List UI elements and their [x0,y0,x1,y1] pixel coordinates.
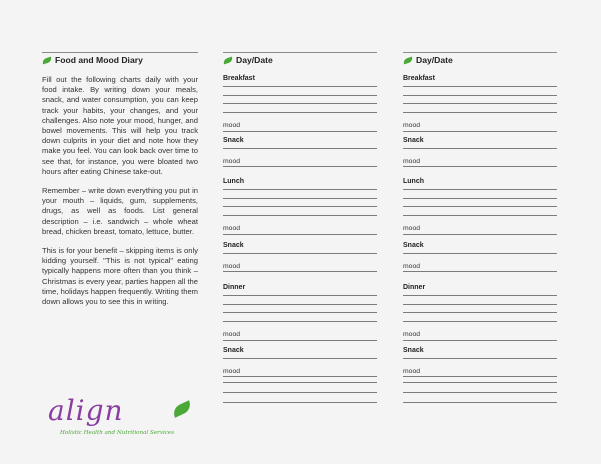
mood-line[interactable] [223,340,377,341]
write-line[interactable] [403,312,557,313]
mood-line[interactable] [403,131,557,132]
write-line[interactable] [223,392,377,393]
write-line[interactable] [403,253,557,254]
meal-label: Snack [223,137,244,144]
logo-tagline: Holistic Health and Nutritional Services [60,430,175,436]
intro-paragraph: This is for your benefit – skipping items is only kidding yourself. "This is not typical" eating typically happens more often than you think – Christmas is every year, parties happen all the time, holidays happen frequently. Writing them down allows you to see this in writing. [42,246,198,307]
meal-label: Lunch [223,178,244,185]
write-line[interactable] [223,198,377,199]
day-header [223,52,377,69]
write-line[interactable] [223,189,377,190]
leaf-icon [402,57,413,65]
write-line[interactable] [223,86,377,87]
align-logo [46,394,196,444]
leaf-icon [41,57,52,65]
mood-line[interactable] [403,234,557,235]
day-column-1 [223,52,377,375]
write-line[interactable] [223,358,377,359]
intro-paragraph: Fill out the following charts daily with your food intake. By writing down your meals, snack, and water consumption, you can keep track your habits, your changes, and your challenges. Also note your mood, hunger, and bowel movements. This will help you track down culprits in your diet and note how they make you feel. You can look back over time to see that, for instance, you were bloated two hours after eating Chinese take-out. [42,75,198,176]
write-line[interactable] [403,206,557,207]
mood-label: mood [223,262,241,270]
write-line[interactable] [403,382,557,383]
mood-line[interactable] [403,271,557,272]
write-line[interactable] [403,304,557,305]
mood-line[interactable] [223,376,377,377]
day-date-title: Day/Date [236,55,273,65]
write-line[interactable] [223,402,377,403]
meal-label: Dinner [403,284,426,291]
mood-label: mood [403,330,421,338]
write-line[interactable] [403,402,557,403]
meal-label: Snack [403,137,424,144]
write-line[interactable] [223,312,377,313]
write-line[interactable] [403,392,557,393]
mood-label: mood [223,157,241,165]
mood-label: mood [403,224,421,232]
write-line[interactable] [223,206,377,207]
intro-column [42,52,198,316]
day-header [403,52,557,69]
mood-label: mood [223,367,241,375]
intro-title: Food and Mood Diary [55,55,143,65]
write-line[interactable] [403,321,557,322]
meal-label: Dinner [223,284,246,291]
meal-label: Snack [223,347,244,354]
intro-paragraph: Remember – write down everything you put in your mouth – liquids, gum, supplements, drugs, as well as foods. List general description – i.e. sandwich – whole wheat bread, chicken breast, tomato, lettuce, butter. [42,186,198,236]
day-date-title: Day/Date [416,55,453,65]
write-line[interactable] [403,295,557,296]
mood-line[interactable] [403,166,557,167]
mood-line[interactable] [403,376,557,377]
write-line[interactable] [403,215,557,216]
mood-label: mood [403,262,421,270]
logo-wordmark: align [48,394,124,427]
mood-label: mood [223,224,241,232]
write-line[interactable] [223,253,377,254]
write-line[interactable] [223,304,377,305]
mood-label: mood [403,367,421,375]
write-line[interactable] [223,103,377,104]
meal-label: Breakfast [403,75,435,82]
write-line[interactable] [403,189,557,190]
meal-label: Snack [223,242,244,249]
mood-line[interactable] [223,131,377,132]
meal-label: Breakfast [223,75,255,82]
mood-line[interactable] [223,234,377,235]
intro-header [42,52,198,69]
meal-label: Lunch [403,178,424,185]
write-line[interactable] [223,321,377,322]
write-line[interactable] [403,103,557,104]
mood-line[interactable] [223,166,377,167]
mood-line[interactable] [403,340,557,341]
write-line[interactable] [403,148,557,149]
mood-label: mood [403,121,421,129]
mood-label: mood [223,330,241,338]
write-line[interactable] [223,295,377,296]
write-line[interactable] [223,95,377,96]
write-line[interactable] [223,215,377,216]
intro-text [42,75,198,307]
mood-label: mood [223,121,241,129]
write-line[interactable] [403,112,557,113]
day-column-2 [403,52,557,375]
write-line[interactable] [223,112,377,113]
write-line[interactable] [223,382,377,383]
meal-label: Snack [403,347,424,354]
mood-label: mood [403,157,421,165]
leaf-icon [222,57,233,65]
write-line[interactable] [403,95,557,96]
write-line[interactable] [223,148,377,149]
write-line[interactable] [403,198,557,199]
mood-line[interactable] [223,271,377,272]
write-line[interactable] [403,86,557,87]
logo-leaf-icon [171,400,193,418]
meal-label: Snack [403,242,424,249]
write-line[interactable] [403,358,557,359]
